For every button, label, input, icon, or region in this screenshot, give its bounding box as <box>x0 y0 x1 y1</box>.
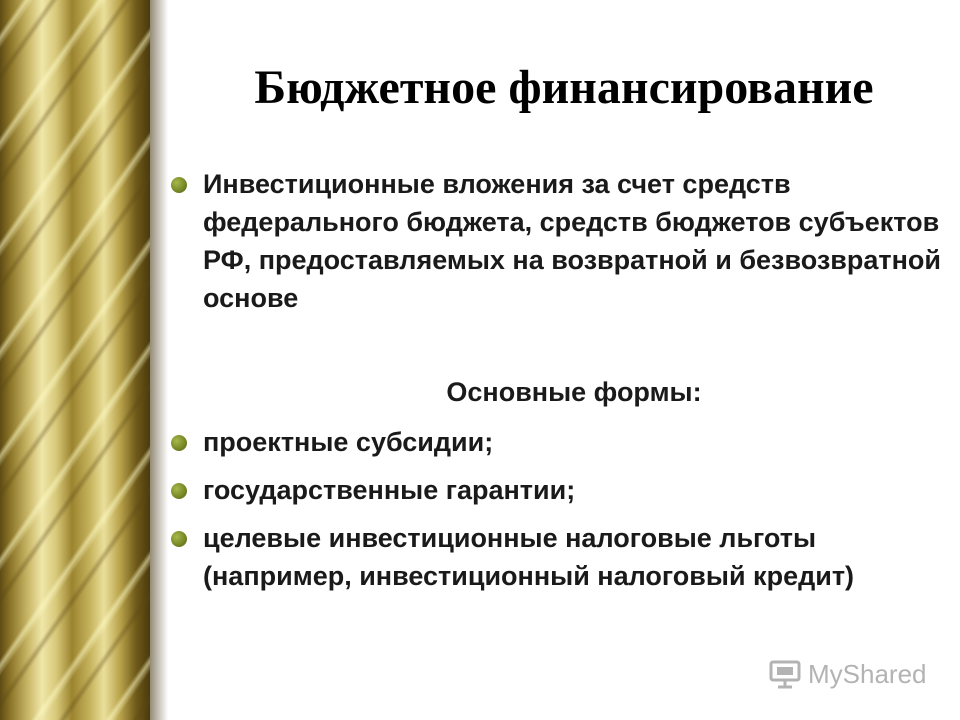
list-item-text: целевые инвестиционные налоговые льготы (например, инвестиционный налоговый кредит) <box>203 523 855 591</box>
subheading: Основные формы: <box>446 377 702 407</box>
list-item-text: государственные гарантии; <box>203 475 576 505</box>
green-dot-icon <box>171 435 187 451</box>
green-dot-icon <box>171 483 187 499</box>
list-item-text: проектные субсидии; <box>203 427 494 457</box>
slide-content <box>165 165 945 605</box>
list-item <box>165 423 945 461</box>
list-item <box>165 471 945 509</box>
green-dot-icon <box>171 531 187 547</box>
presentation-icon <box>768 658 802 690</box>
decorative-gold-strip <box>0 0 150 720</box>
watermark[interactable] <box>768 656 927 692</box>
green-dot-icon <box>171 177 187 193</box>
bullet-intro <box>165 165 945 317</box>
slide-title: Бюджетное финансирование <box>254 61 874 114</box>
list-item <box>165 519 945 595</box>
intro-text: Инвестиционные вложения за счет средств федерального бюджета, средств бюджетов субъектов РФ, предоставляемых на возвратной и безвозвратной основе <box>203 169 942 313</box>
watermark-text: MyShared <box>808 658 927 689</box>
